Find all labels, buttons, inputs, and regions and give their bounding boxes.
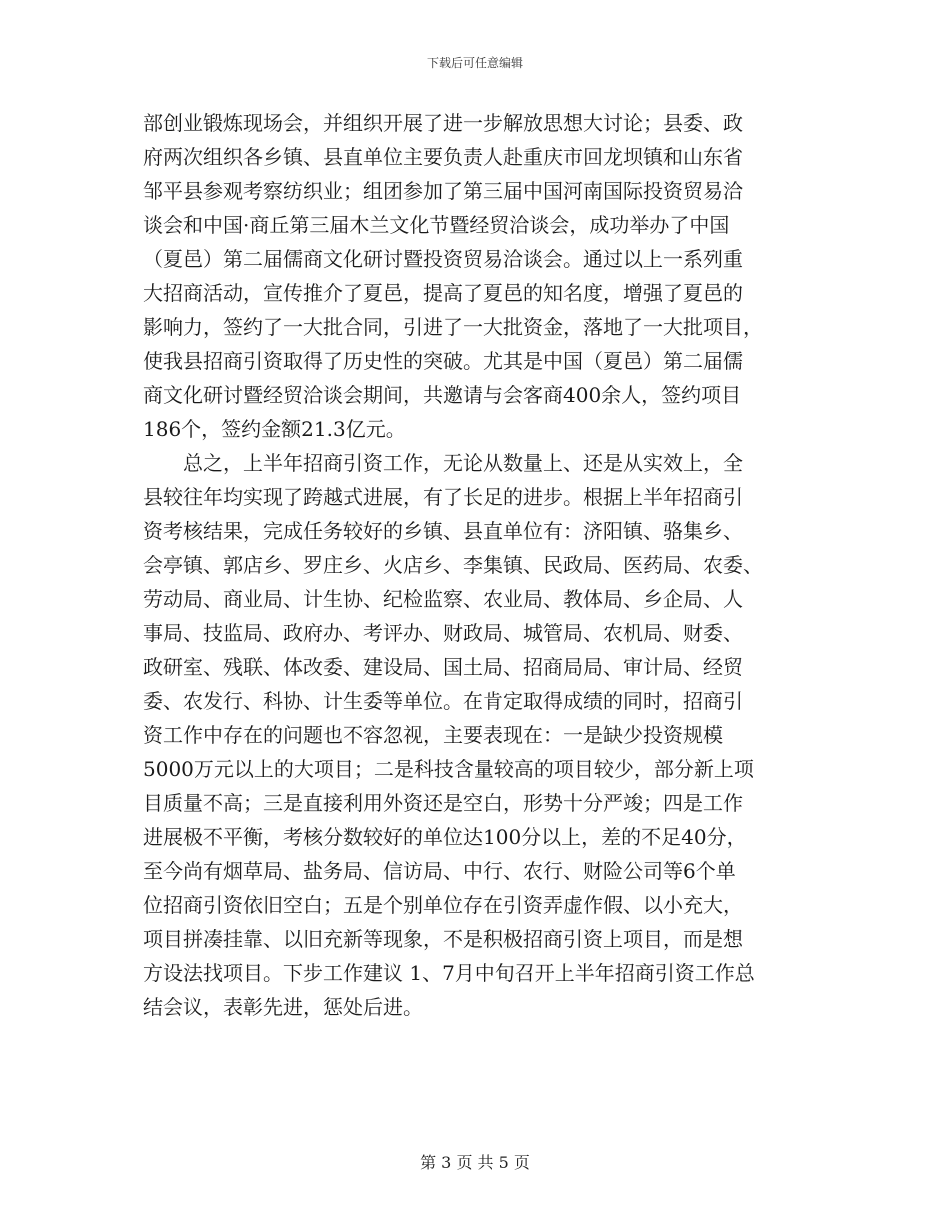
text-line: 使我县招商引资取得了历史性的突破。尤其是中国（夏邑）第二届儒 — [143, 349, 743, 373]
text-line: 政研室、残联、体改委、建设局、国土局、招商局局、审计局、经贸 — [143, 655, 743, 679]
text-line: 府两次组织各乡镇、县直单位主要负责人赴重庆市回龙坝镇和山东省 — [143, 145, 743, 169]
text-line: 部创业锻炼现场会，并组织开展了进一步解放思想大讨论；县委、政 — [143, 111, 743, 135]
document-body — [143, 106, 815, 1024]
text-line: 委、农发行、科协、计生委等单位。在肯定取得成绩的同时，招商引 — [143, 689, 743, 713]
text-line: 商文化研讨暨经贸洽谈会期间，共邀请与会客商400余人，签约项目 — [143, 383, 742, 407]
text-line: 进展极不平衡，考核分数较好的单位达100分以上，差的不足40分， — [143, 825, 747, 849]
paragraph-start-line: 总之，上半年招商引资工作，无论从数量上、还是从实效上，全 — [183, 451, 743, 475]
page-header-note: 下载后可任意编辑 — [426, 56, 523, 70]
text-line: 位招商引资依旧空白；五是个别单位存在引资弄虚作假、以小充大， — [143, 893, 743, 917]
text-line: 目质量不高；三是直接利用外资还是空白，形势十分严竣；四是工作 — [143, 791, 743, 815]
text-line: 会亭镇、郭店乡、罗庄乡、火店乡、李集镇、民政局、医药局、农委、 — [143, 553, 763, 577]
text-line: 结会议，表彰先进，惩处后进。 — [143, 995, 423, 1019]
text-line: （夏邑）第二届儒商文化研讨暨投资贸易洽谈会。通过以上一系列重 — [143, 247, 743, 271]
text-line: 5000万元以上的大项目；二是科技含量较高的项目较少，部分新上项 — [143, 757, 754, 781]
text-line: 劳动局、商业局、计生协、纪检监察、农业局、教体局、乡企局、人 — [143, 587, 743, 611]
text-line: 186个，签约金额21.3亿元。 — [143, 417, 406, 441]
text-line: 方设法找项目。下步工作建议 1、7月中旬召开上半年招商引资工作总 — [143, 961, 755, 985]
text-line: 项目拼凑挂靠、以旧充新等现象，不是积极招商引资上项目，而是想 — [143, 927, 743, 951]
text-line: 资考核结果，完成任务较好的乡镇、县直单位有：济阳镇、骆集乡、 — [143, 519, 743, 543]
text-line: 谈会和中国·商丘第三届木兰文化节暨经贸洽谈会，成功举办了中国 — [143, 213, 730, 237]
text-line: 大招商活动，宣传推介了夏邑，提高了夏邑的知名度，增强了夏邑的 — [143, 281, 743, 305]
text-line: 事局、技监局、政府办、考评办、财政局、城管局、农机局、财委、 — [143, 621, 743, 645]
page-number-footer: 第 3 页 共 5 页 — [420, 1153, 530, 1172]
text-line: 邹平县参观考察纺织业；组团参加了第三届中国河南国际投资贸易洽 — [143, 179, 743, 203]
text-line: 影响力，签约了一大批合同，引进了一大批资金，落地了一大批项目， — [143, 315, 763, 339]
text-line: 资工作中存在的问题也不容忽视，主要表现在：一是缺少投资规模 — [143, 723, 723, 747]
text-line: 县较往年均实现了跨越式进展，有了长足的进步。根据上半年招商引 — [143, 485, 743, 509]
text-line: 至今尚有烟草局、盐务局、信访局、中行、农行、财险公司等6个单 — [143, 859, 736, 883]
